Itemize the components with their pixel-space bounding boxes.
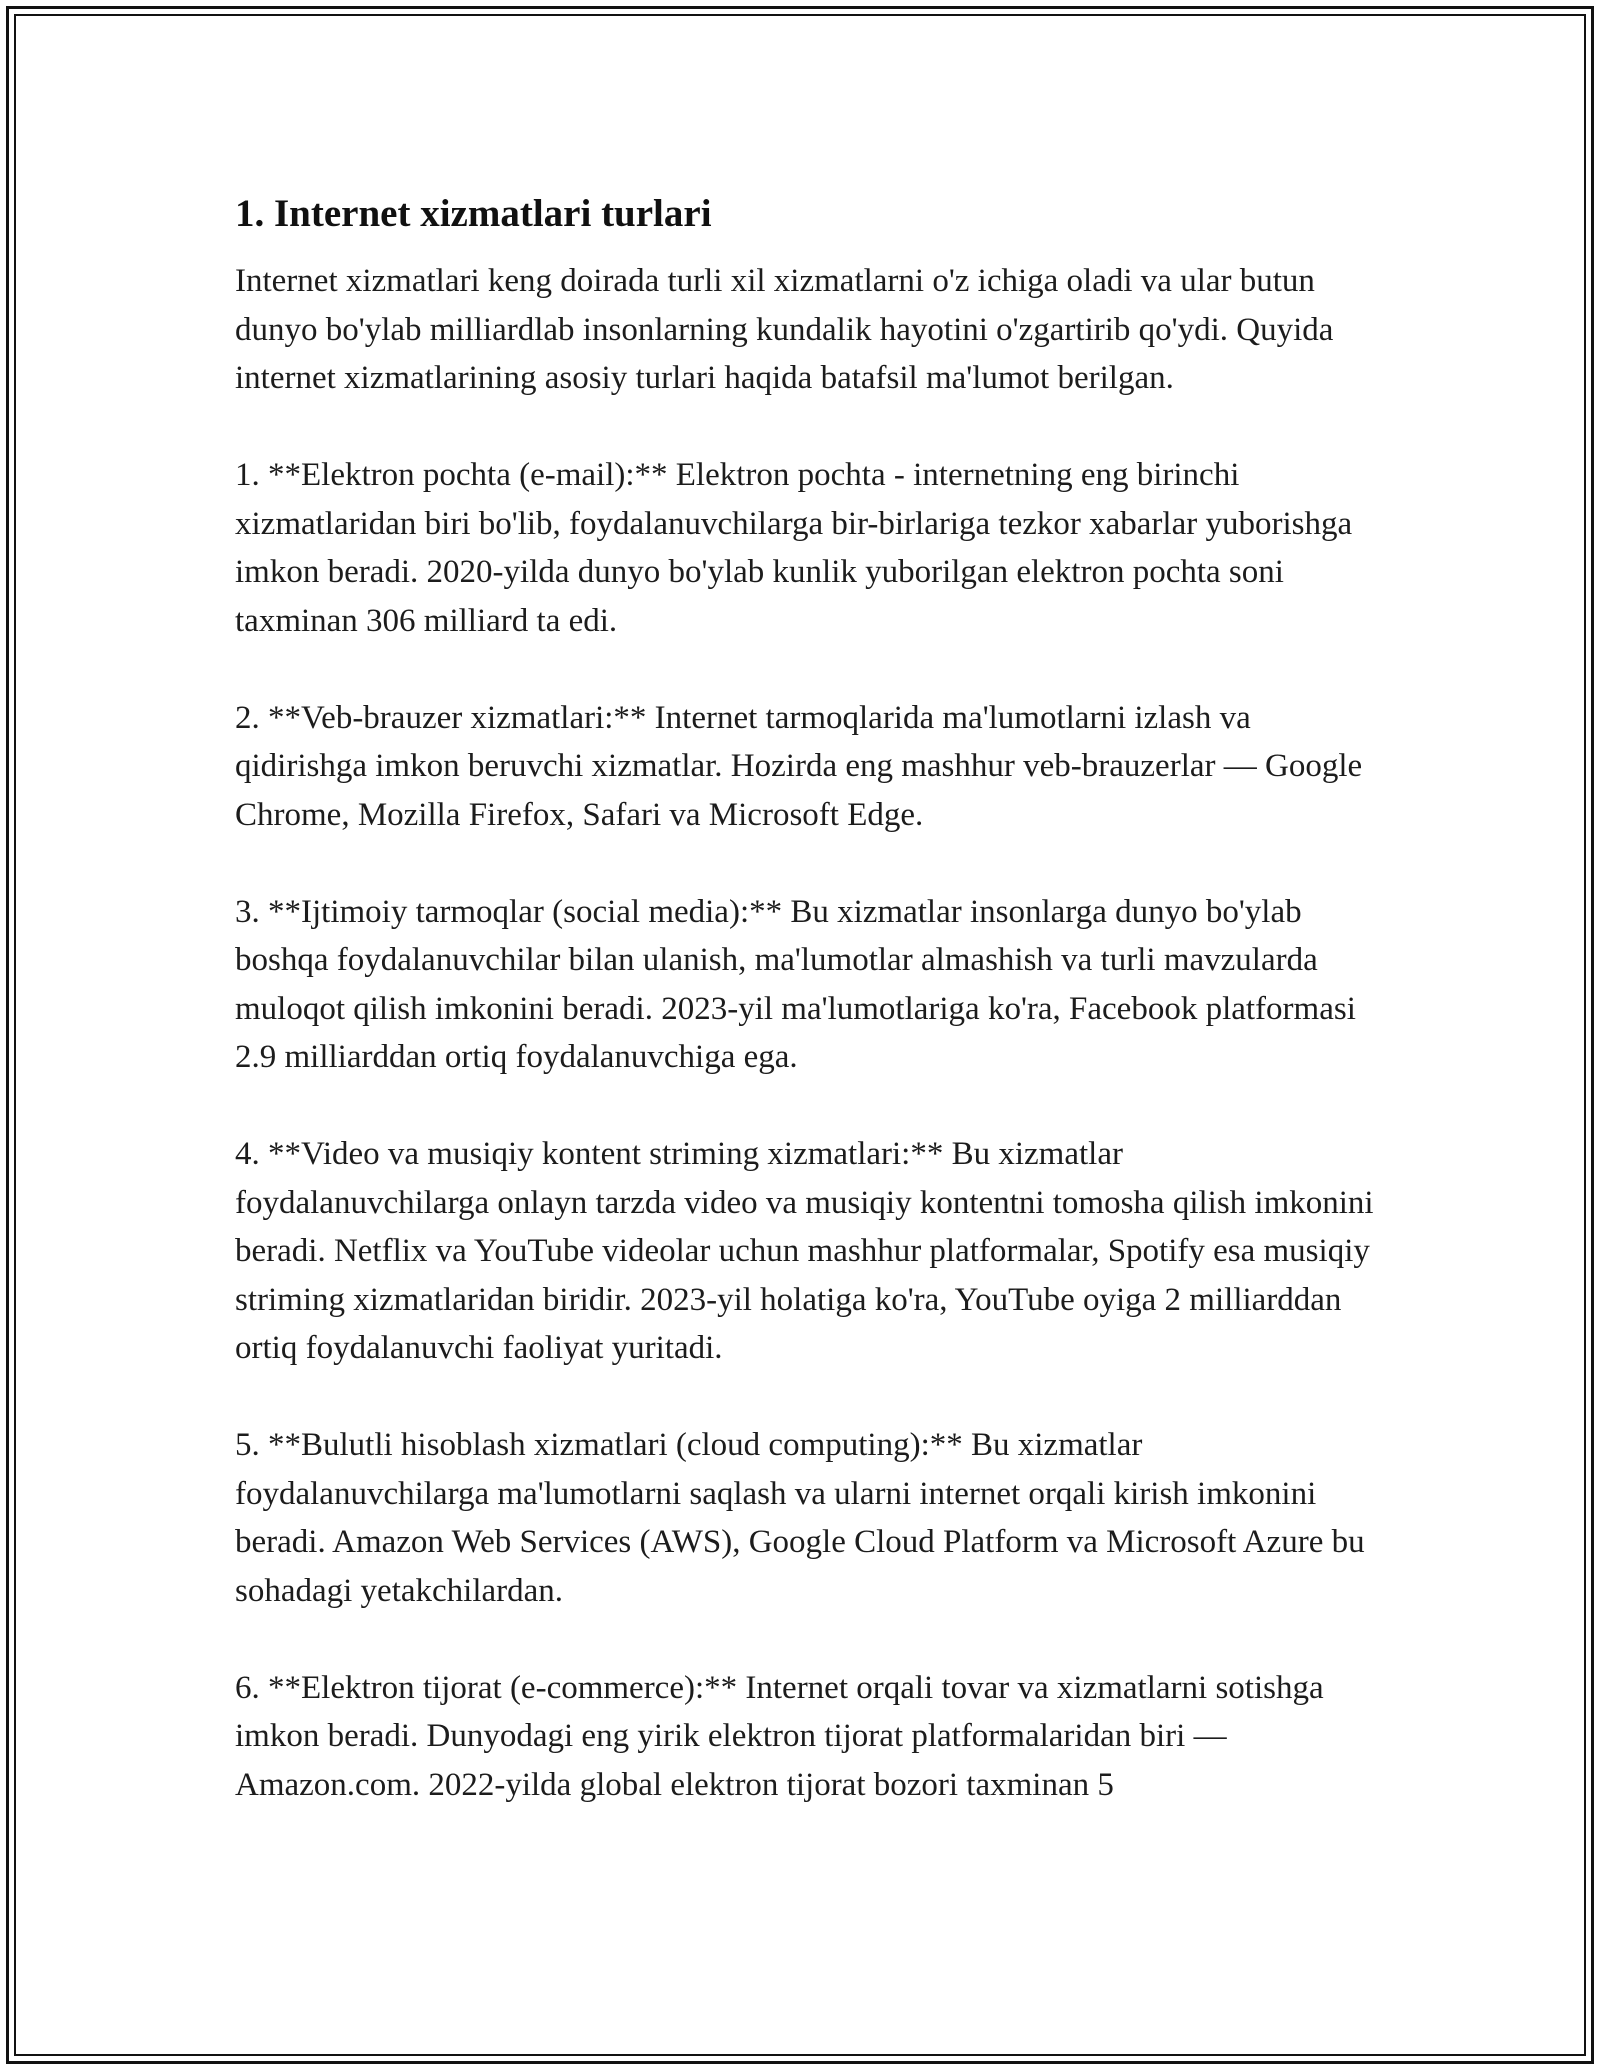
- section-heading: 1. Internet xizmatlari turlari: [235, 192, 712, 235]
- document-body: [235, 183, 1385, 1809]
- list-item-cloud-computing: 5. **Bulutli hisoblash xizmatlari (cloud computing):** Bu xizmatlar foydalanuvchilarga ma'lumotlarni saqlash va ularni internet orqali kirish imkonini beradi. Amazon Web Services (AWS), Google Cloud Platform va Microsoft Azure bu sohadagi yetakchilardan.: [235, 1427, 1365, 1609]
- list-item-web-browser: 2. **Veb-brauzer xizmatlari:** Internet tarmoqlarida ma'lumotlarni izlash va qidirishga imkon beruvchi xizmatlar. Hozirda eng mashhur veb-brauzerlar — Google Chrome, Mozilla Firefox, Safari va Microsoft Edge.: [235, 699, 1363, 833]
- list-item-email: 1. **Elektron pochta (e-mail):** Elektron pochta - internetning eng birinchi xizmatlaridan biri bo'lib, foydalanuvchilarga bir-birlariga tezkor xabarlar yuborishga imkon beradi. 2020-yilda dunyo bo'ylab kunlik yuborilgan elektron pochta soni taxminan 306 milliard ta edi.: [235, 457, 1353, 639]
- list-item-social-media: 3. **Ijtimoiy tarmoqlar (social media):** Bu xizmatlar insonlarga dunyo bo'ylab boshqa foydalanuvchilar bilan ulanish, ma'lumotlar almashish va turli mavzularda muloqot qilish imkonini beradi. 2023-yil ma'lumotlariga ko'ra, Facebook platformasi 2.9 milliarddan ortiq foydalanuvchiga ega.: [235, 893, 1356, 1075]
- list-item-e-commerce: 6. **Elektron tijorat (e-commerce):** Internet orqali tovar va xizmatlarni sotishga imkon beradi. Dunyodagi eng yirik elektron tijorat platformalaridan biri — Amazon.com. 2022-yilda global elektron tijorat bozori taxminan 5: [235, 1669, 1324, 1803]
- intro-paragraph: Internet xizmatlari keng doirada turli xil xizmatlarni o'z ichiga oladi va ular butun dunyo bo'ylab milliardlab insonlarning kundalik hayotini o'zgartirib qo'ydi. Quyida internet xizmatlarining asosiy turlari haqida batafsil ma'lumot berilgan.: [235, 263, 1334, 396]
- list-item-streaming: 4. **Video va musiqiy kontent striming xizmatlari:** Bu xizmatlar foydalanuvchilarga onlayn tarzda video va musiqiy kontentni tomosha qilish imkonini beradi. Netflix va YouTube videolar uchun mashhur platformalar, Spotify esa musiqiy striming xizmatlaridan biridir. 2023-yil holatiga ko'ra, YouTube oyiga 2 milliarddan ortiq foydalanuvchi faoliyat yuritadi.: [235, 1136, 1374, 1366]
